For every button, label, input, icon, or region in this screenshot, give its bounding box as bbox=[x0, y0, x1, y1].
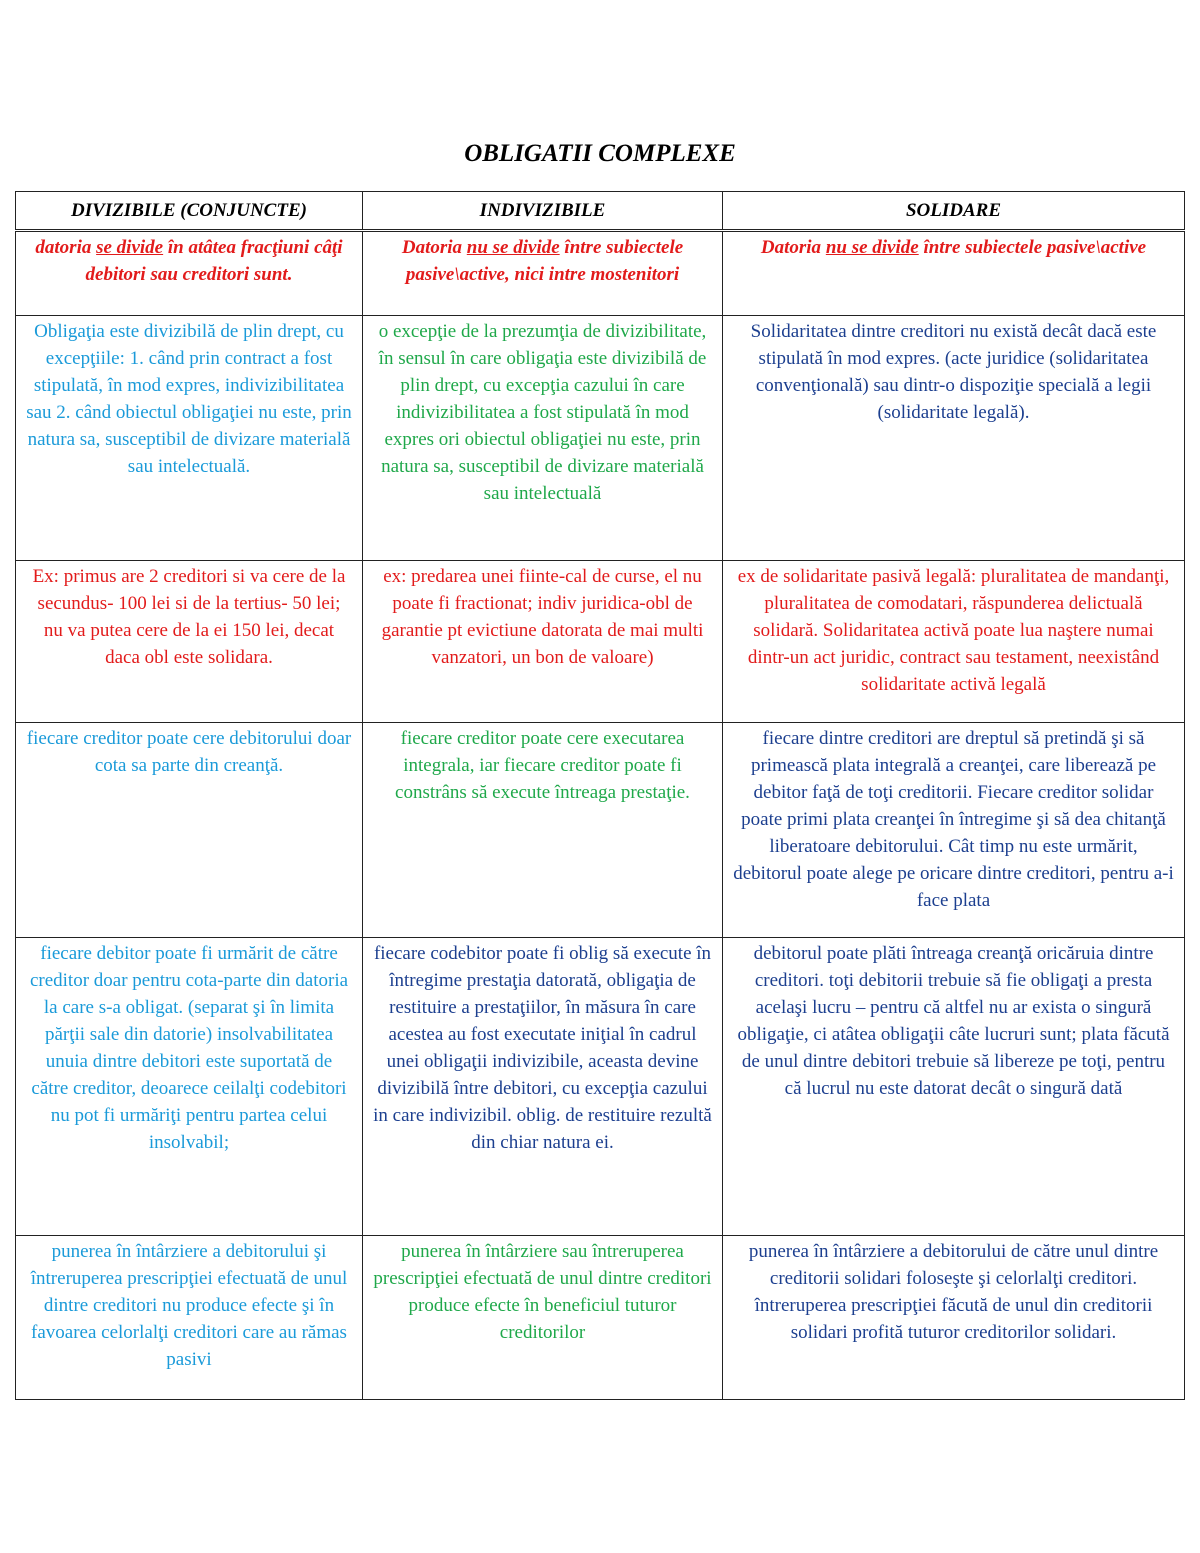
cell-divizibile: fiecare creditor poate cere debitorului doar cota sa parte din creanţă. bbox=[16, 723, 363, 938]
cell-indivizibile: fiecare codebitor poate fi oblig să execute în întregime prestaţia datorată, obligaţia de restituire a prestaţiilor, în măsura în care acestea au fost executate iniţial în cadrul unei obligaţii indivizibile, aceasta devine divizibilă între debitori, cu excepţia cazului in care indivizibil. oblig. de restituire rezultă din chiar natura ei. bbox=[363, 938, 723, 1236]
cell-solidare: debitorul poate plăti întreaga creanţă oricăruia dintre creditori. toţi debitorii trebuie să fie obligaţi a presta acelaşi lucru – pentru că altfel nu ar exista o singură obligaţie, ci atâtea obligaţii câte lucruri sunt; plata făcută de unul dintre debitori trebuie să libereze pe toţi, pentru că lucrul nu este datorat decât o singură dată bbox=[723, 938, 1185, 1236]
definition-solidare: Datoria nu se divide între subiectele pasive\active bbox=[723, 231, 1185, 316]
definition-row bbox=[16, 231, 1185, 316]
obligations-table bbox=[15, 191, 1185, 1400]
cell-divizibile: Ex: primus are 2 creditori si va cere de la secundus- 100 lei si de la tertius- 50 lei; nu va putea cere de la ei 150 lei, decat daca obl este solidara. bbox=[16, 561, 363, 723]
table-row bbox=[16, 1236, 1185, 1400]
cell-solidare: punerea în întârziere a debitorului de către unul dintre creditorii solidari foloseşte şi celorlalţi creditori. întreruperea prescripţiei făcută de unul din creditorii solidari profită tuturor creditorilor solidari. bbox=[723, 1236, 1185, 1400]
column-header-solidare: SOLIDARE bbox=[723, 192, 1185, 231]
header-row bbox=[16, 192, 1185, 231]
table-row bbox=[16, 561, 1185, 723]
cell-solidare: ex de solidaritate pasivă legală: pluralitatea de mandanţi, pluralitatea de comodatari, răspunderea delictuală solidară. Solidaritatea activă poate lua naştere numai dintr-un act juridic, contract sau testament, neexistând solidaritate activă legală bbox=[723, 561, 1185, 723]
cell-solidare: Solidaritatea dintre creditori nu există decât dacă este stipulată în mod expres. (acte juridice (solidaritatea convenţională) sau dintr-o dispoziţie specială a legii (solidaritate legală). bbox=[723, 316, 1185, 561]
definition-indivizibile: Datoria nu se divide între subiectele pasive\active, nici intre mostenitori bbox=[363, 231, 723, 316]
table-row bbox=[16, 723, 1185, 938]
table-row bbox=[16, 938, 1185, 1236]
cell-solidare: fiecare dintre creditori are dreptul să pretindă şi să primească plata integrală a creanţei, care liberează pe debitor faţă de toţi creditorii. Fiecare creditor solidar poate primi plata creanţei în întregime şi să dea chitanţă liberatoare debitorului. Cât timp nu este urmărit, debitorul poate alege pe oricare dintre creditori, pentru a-i face plata bbox=[723, 723, 1185, 938]
definition-divizibile: datoria se divide în atâtea fracţiuni câţi debitori sau creditori sunt. bbox=[16, 231, 363, 316]
cell-indivizibile: punerea în întârziere sau întreruperea prescripţiei efectuată de unul dintre creditori produce efecte în beneficiul tuturor creditorilor bbox=[363, 1236, 723, 1400]
cell-divizibile: Obligaţia este divizibilă de plin drept, cu excepţiile: 1. când prin contract a fost stipulată, în mod expres, indivizibilitatea sau 2. când obiectul obligaţiei nu este, prin natura sa, susceptibil de divizare materială sau intelectuală. bbox=[16, 316, 363, 561]
column-header-indivizibile: INDIVIZIBILE bbox=[363, 192, 723, 231]
cell-divizibile: fiecare debitor poate fi urmărit de către creditor doar pentru cota-parte din datoria la care s-a obligat. (separat şi în limita părţii sale din datorie) insolvabilitatea unuia dintre debitori este suportată de către creditor, deoarece ceilalţi codebitori nu pot fi urmăriţi pentru partea celui insolvabil; bbox=[16, 938, 363, 1236]
cell-indivizibile: fiecare creditor poate cere executarea integrala, iar fiecare creditor poate fi constrâns să execute întreaga prestaţie. bbox=[363, 723, 723, 938]
column-header-divizibile: DIVIZIBILE (CONJUNCTE) bbox=[16, 192, 363, 231]
cell-indivizibile: ex: predarea unei fiinte-cal de curse, el nu poate fi fractionat; indiv juridica-obl de garantie pt evictiune datorata de mai multi vanzatori, un bon de valoare) bbox=[363, 561, 723, 723]
cell-divizibile: punerea în întârziere a debitorului şi întreruperea prescripţiei efectuată de unul dintre creditori nu produce efecte şi în favoarea celorlalţi creditori care au rămas pasivi bbox=[16, 1236, 363, 1400]
table-row bbox=[16, 316, 1185, 561]
page-title: OBLIGATII COMPLEXE bbox=[464, 140, 736, 167]
cell-indivizibile: o excepţie de la prezumţia de divizibilitate, în sensul în care obligaţia este divizibilă de plin drept, cu excepţia cazului în care indivizibilitatea a fost stipulată în mod expres ori obiectul obligaţiei nu este, prin natura sa, susceptibil de divizare materială sau intelectuală bbox=[363, 316, 723, 561]
